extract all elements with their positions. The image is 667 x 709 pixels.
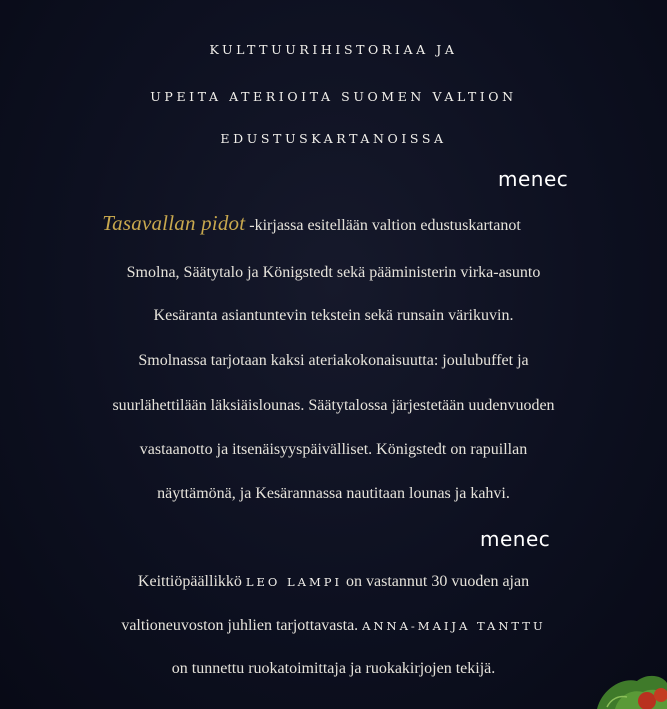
authors-line-3: on tunnettu ruokatoimittaja ja ruokakirjojen tekijä. bbox=[171, 660, 496, 677]
details-line-4: näyttämönä, ja Kesärannassa nautitaan lounas ja kahvi. bbox=[157, 485, 510, 502]
details-line-3: vastaanotto ja itsenäisyyspäivälliset. Königstedt on rapuillan bbox=[139, 441, 528, 458]
watermark-bottom: menec bbox=[480, 527, 551, 551]
heading-line-2: UPEITA ATERIOITA SUOMEN VALTION bbox=[150, 89, 517, 104]
intro-line-1 bbox=[0, 211, 645, 236]
authors-line-2-pre: valtioneuvoston juhlien tarjottavasta. bbox=[121, 617, 363, 634]
heading-line-3: EDUSTUSKARTANOISSA bbox=[220, 131, 447, 146]
watermark-top: menec bbox=[498, 167, 569, 191]
authors-line-1-post: on vastannut 30 vuoden ajan bbox=[342, 573, 530, 590]
author-leo-lampi: LEO LAMPI bbox=[245, 575, 343, 589]
food-photo-corner bbox=[577, 659, 667, 709]
details-line-2: suurlähettilään läksiäislounas. Säätytalossa järjestetään uudenvuoden bbox=[112, 397, 555, 414]
intro-line-3: Kesäranta asiantuntevin tekstein sekä runsain värikuvin. bbox=[153, 307, 514, 324]
authors-line-1 bbox=[0, 573, 667, 591]
intro-line-1-text: -kirjassa esitellään valtion edustuskartanot bbox=[245, 217, 521, 234]
author-anna-maija-tanttu: ANNA-MAIJA TANTTU bbox=[362, 619, 546, 633]
book-title: Tasavallan pidot bbox=[102, 211, 246, 235]
heading-line-1: KULTTUURIHISTORIAA JA bbox=[209, 42, 458, 57]
intro-line-2: Smolna, Säätytalo ja Königstedt sekä pääministerin virka-asunto bbox=[126, 264, 541, 281]
authors-line-2 bbox=[0, 617, 667, 635]
authors-line-1-pre: Keittiöpäällikkö bbox=[137, 573, 246, 590]
details-line-1: Smolnassa tarjotaan kaksi ateriakokonaisuutta: joulubuffet ja bbox=[138, 352, 529, 369]
